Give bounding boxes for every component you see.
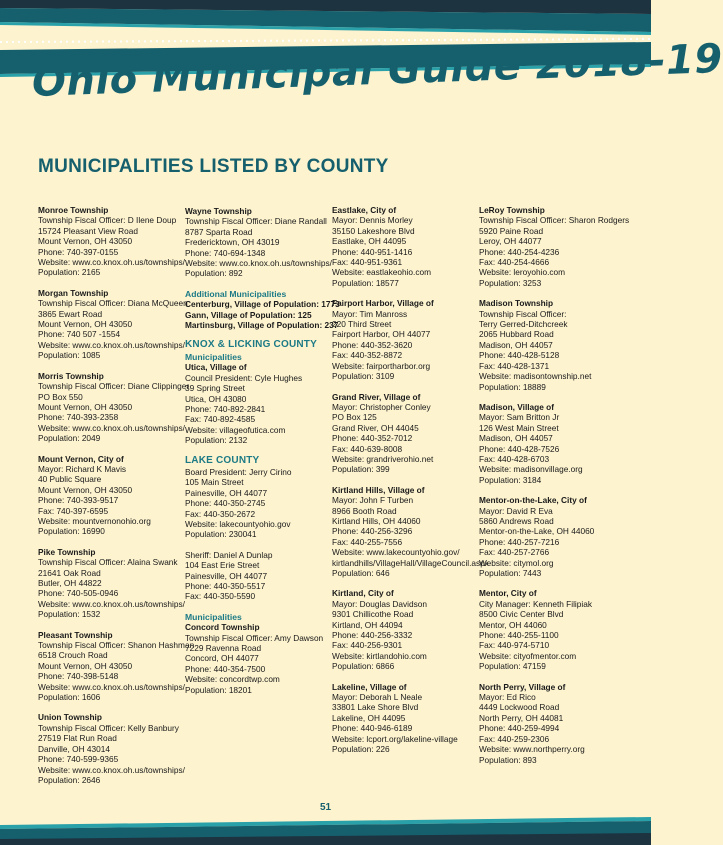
column-1 — [38, 205, 195, 795]
list-item — [38, 454, 180, 537]
entry-name: Grand River, Village of — [332, 391, 421, 402]
entry-line: Phone: 440-428-5128 — [479, 350, 560, 361]
entry-line: Gann, Village of Population: 125 — [185, 309, 312, 320]
list-item — [38, 629, 195, 703]
entry-name: Kirtland Hills, Village of — [332, 484, 425, 495]
entry-line: Population: 47159 — [479, 661, 546, 672]
entry-line: PO Box 550 — [38, 391, 83, 402]
entry-name: Utica, Village of — [185, 362, 247, 373]
entry-line: Website: madisontownship.net — [479, 371, 592, 382]
entry-name: Pike Township — [38, 546, 96, 557]
entry-line: Board President: Jerry Cirino — [185, 466, 292, 477]
additional-municipalities — [185, 288, 340, 331]
entry-name: Kirtland, City of — [332, 588, 394, 599]
list-item — [332, 682, 476, 755]
county-heading: LAKE COUNTY — [185, 454, 260, 466]
entry-line: Mayor: Douglas Davidson — [332, 598, 427, 609]
page-number: 51 — [319, 802, 332, 813]
entry-line: Phone: 440-255-1100 — [479, 630, 559, 641]
entry-line: Website: fairportharbor.org — [332, 360, 431, 371]
entry-line: Mayor: Richard K Mavis — [38, 463, 127, 474]
list-item — [332, 298, 476, 381]
entry-line: Township Fiscal Officer: Alaina Swank — [38, 557, 178, 568]
list-item — [332, 588, 476, 671]
entry-line: Mount Vernon, OH 43050 — [38, 660, 133, 671]
list-item — [479, 682, 619, 765]
entry-name: Morgan Township — [38, 287, 109, 298]
entry-name: Eastlake, City of — [332, 205, 397, 215]
entry-line: Concord, OH 44077 — [185, 653, 259, 664]
entry-name: Morris Township — [38, 370, 104, 381]
additional-heading: Additional Municipalities — [185, 288, 287, 299]
entry-line: 126 West Main Street — [479, 422, 559, 433]
entry-line: 105 Main Street — [185, 477, 244, 488]
list-item — [38, 370, 190, 444]
entry-line: Population: 2165 — [38, 267, 101, 278]
entry-line: Website: madisonvillage.org — [479, 464, 583, 475]
entry-line: Council President: Cyle Hughes — [185, 372, 303, 383]
entry-line: Fax: 740-397-6595 — [38, 505, 109, 516]
entry-line: Population: 2132 — [185, 435, 248, 446]
entry-line: Mayor: Tim Manross — [332, 308, 408, 319]
entry-line: Website: www.co.knox.oh.us/townships/ — [38, 764, 185, 775]
entry-line: Website: www.co.knox.oh.us/townships/ — [38, 257, 185, 268]
entry-line: Mayor: Ed Rico — [479, 692, 536, 703]
entry-line: Mount Vernon, OH 43050 — [38, 484, 133, 495]
entry-line: Population: 3184 — [479, 474, 542, 485]
entry-line: North Perry, OH 44081 — [479, 712, 564, 723]
entry-line: Kirtland Hills, OH 44060 — [332, 515, 421, 526]
entry-line: Terry Gerred-Ditchcreek — [479, 319, 568, 330]
entry-line: Township Fiscal Officer: Diane Randall — [185, 216, 327, 227]
list-item — [479, 298, 619, 392]
entry-name: Union Township — [38, 712, 102, 723]
entry-line: Fax: 440-974-5710 — [479, 640, 550, 651]
entry-line: Fax: 740-892-4585 — [185, 414, 256, 425]
footer-decoration — [0, 815, 651, 845]
entry-line: Phone: 740-599-9365 — [38, 754, 119, 765]
entry-name: Lakeline, Village of — [332, 681, 407, 692]
list-item — [332, 205, 476, 288]
entry-line: Centerburg, Village of Population: 1773 — [185, 299, 340, 310]
entry-name: Concord Township — [185, 622, 260, 633]
entry-line: Population: 1606 — [38, 692, 101, 703]
entry-line: City Manager: Kenneth Filipiak — [479, 598, 592, 609]
entry-line: Mayor: Dennis Morley — [332, 215, 413, 226]
entry-line: Eastlake, OH 44095 — [332, 236, 407, 247]
entry-line: Population: 226 — [332, 744, 390, 755]
entry-line: Population: 7443 — [479, 568, 542, 578]
entry-line: Website: cityofmentor.com — [479, 650, 577, 661]
entry-line: Grand River, OH 44045 — [332, 422, 419, 433]
entry-line: Website: citymol.org — [479, 557, 554, 568]
entry-line: Population: 2646 — [38, 774, 101, 785]
municipalities-subhead: Municipalities — [185, 351, 242, 362]
entry-line: Website: www.co.knox.oh.us/townships/ — [38, 339, 185, 350]
entry-line: Township Fiscal Officer: — [479, 308, 567, 319]
entry-line: Township Fiscal Officer: Diane Clippinger — [38, 381, 190, 392]
entry-line: Website: lakecountyohio.gov — [185, 518, 291, 529]
entry-name: North Perry, Village of — [479, 681, 566, 692]
entry-line: Mount Vernon, OH 43050 — [38, 319, 133, 330]
entry-line: Fax: 440-350-5590 — [185, 591, 256, 602]
entry-line: 8787 Sparta Road — [185, 226, 253, 237]
entry-line: Township Fiscal Officer: D Ilene Doup — [38, 215, 177, 226]
entry-line: Phone: 440-352-7012 — [332, 433, 413, 444]
entry-line: Phone: 740-397-0155 — [38, 246, 119, 257]
entry-name: Fairport Harbor, Village of — [332, 298, 434, 309]
entry-line: Phone: 440-946-6189 — [332, 723, 413, 734]
entry-line: Phone: 740-505-0946 — [38, 588, 119, 599]
entry-line: Madison, OH 44057 — [479, 339, 553, 350]
entry-line: 15724 Pleasant View Road — [38, 225, 138, 236]
entry-line: Population: 6866 — [332, 661, 395, 672]
entry-line: Fax: 440-639-8008 — [332, 443, 403, 454]
entry-line: 21641 Oak Road — [38, 567, 101, 578]
entry-line: 6518 Crouch Road — [38, 650, 108, 661]
entry-line: Website: lcport.org/lakeline-village — [332, 733, 458, 744]
entry-line: Website: www.lakecountyohio.gov/ — [332, 547, 460, 558]
entry-line: Fax: 440-257-2766 — [479, 547, 550, 558]
list-item — [479, 402, 619, 485]
entry-line: Population: 18577 — [332, 277, 399, 288]
lake-municipalities — [185, 612, 331, 695]
entry-line: Population: 3109 — [332, 371, 395, 382]
entry-name: Monroe Township — [38, 205, 109, 215]
entry-line: 7229 Ravenna Road — [185, 643, 262, 654]
entry-line: Website: eastlakeohio.com — [332, 267, 431, 278]
entry-line: 3865 Ewart Road — [38, 308, 103, 319]
entry-line: Fredericktown, OH 43019 — [185, 237, 280, 248]
entry-line: Sheriff: Daniel A Dunlap — [185, 549, 273, 560]
entry-line: Mayor: Deborah L Neale — [332, 692, 423, 703]
list-item — [332, 484, 489, 579]
entry-line: Website: villageofutica.com — [185, 424, 286, 435]
entry-line: Fax: 440-428-1371 — [479, 360, 550, 371]
column-3 — [332, 205, 489, 765]
entry-line: Mentor, OH 44060 — [479, 619, 547, 630]
entry-line: Phone: 440-951-1416 — [332, 246, 413, 257]
entry-line: Township Fiscal Officer: Kelly Banbury — [38, 722, 179, 733]
entry-line: Population: 399 — [332, 464, 390, 475]
entry-line: Mayor: David R Eva — [479, 505, 553, 516]
entry-line: Phone: 740-694-1348 — [185, 247, 266, 258]
entry-line: Painesville, OH 44077 — [185, 570, 268, 581]
entry-line: Mount Vernon, OH 43050 — [38, 236, 133, 247]
entry-line: Township Fiscal Officer: Shanon Hashman — [38, 640, 195, 651]
entry-line: Phone: 440-350-5517 — [185, 581, 266, 591]
entry-line: Population: 1085 — [38, 350, 101, 361]
entry-line: Phone: 440-254-4236 — [479, 246, 560, 257]
entry-line: Population: 1532 — [38, 609, 101, 620]
entry-line: Martinsburg, Village of Population: 237 — [185, 320, 339, 331]
entry-line: Population: 18201 — [185, 684, 252, 695]
entry-line: Website: leroyohio.com — [479, 267, 566, 278]
entry-line: Website: mountvernonohio.org — [38, 515, 151, 526]
entry-line: Lakeline, OH 44095 — [332, 712, 406, 723]
entry-line: Population: 3253 — [479, 277, 542, 288]
entry-line: 4449 Lockwood Road — [479, 702, 560, 713]
entry-line: Leroy, OH 44077 — [479, 236, 542, 247]
entry-line: Website: kirtlandohio.com — [332, 650, 427, 661]
entry-line: Township Fiscal Officer: Sharon Rodgers — [479, 215, 630, 226]
entry-line: Phone: 440-256-3296 — [332, 526, 413, 537]
municipalities-subhead: Municipalities — [185, 611, 242, 622]
entry-name: Madison, Village of — [479, 401, 554, 412]
entry-line: Phone: 740 507 -1554 — [38, 329, 121, 340]
entry-name: Pleasant Township — [38, 629, 113, 640]
entry-line: Phone: 740-393-2358 — [38, 412, 119, 423]
entry-line: 8966 Booth Road — [332, 505, 397, 516]
entry-line: Website: www.co.knox.oh.us/townships/ — [38, 422, 185, 433]
entry-name: Mentor-on-the-Lake, City of — [479, 495, 587, 506]
entry-line: 8500 Civic Center Blvd — [479, 609, 564, 620]
entry-line: 5860 Andrews Road — [479, 515, 554, 526]
list-item — [479, 588, 619, 671]
entry-line: Madison, OH 44057 — [479, 433, 553, 444]
entry-line: kirtlandhills/VillageHall/VillageCouncil.aspx — [332, 557, 489, 568]
entry-line: 27519 Flat Run Road — [38, 733, 117, 744]
entry-line: Mayor: Christopher Conley — [332, 401, 431, 412]
entry-line: Phone: 440-428-7526 — [479, 443, 560, 454]
entry-line: Butler, OH 44822 — [38, 578, 102, 588]
entry-line: 2065 Hubbard Road — [479, 329, 554, 340]
entry-name: Mentor, City of — [479, 588, 537, 599]
entry-line: 220 Third Street — [332, 319, 392, 330]
entry-line: Phone: 440-256-3332 — [332, 630, 413, 641]
knox-licking-section — [185, 340, 331, 445]
list-item — [479, 495, 619, 578]
entry-line: Website: www.co.knox.oh.us/townships/ — [185, 258, 332, 269]
entry-line: Website: www.co.knox.oh.us/townships/ — [38, 681, 185, 692]
entry-line: Population: 230041 — [185, 529, 257, 540]
entry-line: Fax: 440-254-4666 — [479, 257, 550, 268]
entry-line: Phone: 740-398-5148 — [38, 671, 119, 682]
entry-line: Population: 2049 — [38, 433, 101, 444]
column-4 — [479, 205, 630, 775]
list-item — [479, 205, 630, 288]
entry-line: Painesville, OH 44077 — [185, 487, 268, 498]
entry-line: Population: 646 — [332, 568, 390, 578]
entry-line: Population: 893 — [479, 754, 537, 765]
entry-line: Mentor-on-the-Lake, OH 44060 — [479, 526, 595, 537]
entry-line: Mayor: John F Turben — [332, 495, 414, 506]
entry-line: Population: 892 — [185, 268, 243, 279]
entry-line: Utica, OH 43080 — [185, 393, 247, 404]
entry-line: Population: 18889 — [479, 381, 546, 392]
entry-name: LeRoy Township — [479, 205, 545, 215]
entry-line: Website: www.northperry.org — [479, 744, 585, 755]
entry-line: Fax: 440-428-6703 — [479, 453, 550, 464]
entry-line: 33801 Lake Shore Blvd — [332, 702, 419, 713]
entry-line: 40 Public Square — [38, 474, 102, 485]
entry-line: Mayor: Sam Britton Jr — [479, 412, 560, 423]
list-item — [38, 546, 185, 620]
entry-line: Website: www.co.knox.oh.us/townships/ — [38, 598, 185, 609]
entry-line: Phone: 440-354-7500 — [185, 663, 266, 674]
entry-line: Phone: 440-352-3620 — [332, 339, 413, 350]
list-item — [38, 712, 185, 785]
entry-line: Fax: 440-352-8872 — [332, 350, 403, 361]
column-2 — [185, 206, 340, 705]
entry-line: Danville, OH 43014 — [38, 743, 110, 754]
entry-line: Fax: 440-259-2306 — [479, 733, 550, 744]
county-heading: KNOX & LICKING COUNTY — [185, 339, 317, 351]
entry-line: Mount Vernon, OH 43050 — [38, 401, 133, 412]
entry-line: Phone: 740-892-2841 — [185, 403, 266, 414]
entry-line: Fax: 440-951-9361 — [332, 257, 403, 268]
entry-line: Website: concordtwp.com — [185, 674, 280, 685]
entry-line: Phone: 440-259-4994 — [479, 723, 560, 734]
entry-line: Township Fiscal Officer: Diana McQueen — [38, 298, 188, 309]
entry-line: 35150 Lakeshore Blvd — [332, 225, 415, 236]
entry-line: Website: grandriverohio.net — [332, 453, 434, 464]
entry-line: Fax: 440-350-2672 — [185, 508, 256, 519]
entry-line: Fax: 440-255-7556 — [332, 536, 403, 547]
entry-line: Kirtland, OH 44094 — [332, 619, 403, 630]
entry-line: 104 East Erie Street — [185, 560, 260, 571]
entry-line: Phone: 740-393-9517 — [38, 495, 119, 506]
entry-name: Madison Township — [479, 298, 554, 309]
entry-name: Mount Vernon, City of — [38, 453, 124, 464]
list-item — [185, 206, 331, 279]
entry-line: PO Box 125 — [332, 412, 377, 423]
entry-line: Township Fiscal Officer: Amy Dawson — [185, 632, 324, 643]
entry-line: 5920 Paine Road — [479, 225, 544, 236]
entry-line: Fax: 440-256-9301 — [332, 640, 403, 651]
guide-title: Ohio Municipal Guide 2018-19 — [31, 35, 723, 106]
lake-county-section — [185, 456, 331, 540]
entry-line: Population: 16990 — [38, 526, 105, 537]
entry-line: Phone: 440-350-2745 — [185, 498, 266, 509]
entry-line: Phone: 440-257-7216 — [479, 536, 560, 547]
entry-line: Fairport Harbor, OH 44077 — [332, 329, 431, 340]
sheriff-entry — [185, 550, 331, 602]
entry-line: 39 Spring Street — [185, 383, 245, 394]
entry-name: Wayne Township — [185, 206, 252, 216]
list-item — [38, 287, 188, 361]
list-item — [38, 205, 185, 278]
list-item — [332, 392, 476, 475]
section-title: MUNICIPALITIES LISTED BY COUNTY — [38, 156, 389, 177]
entry-line: 9301 Chillicothe Road — [332, 609, 414, 620]
